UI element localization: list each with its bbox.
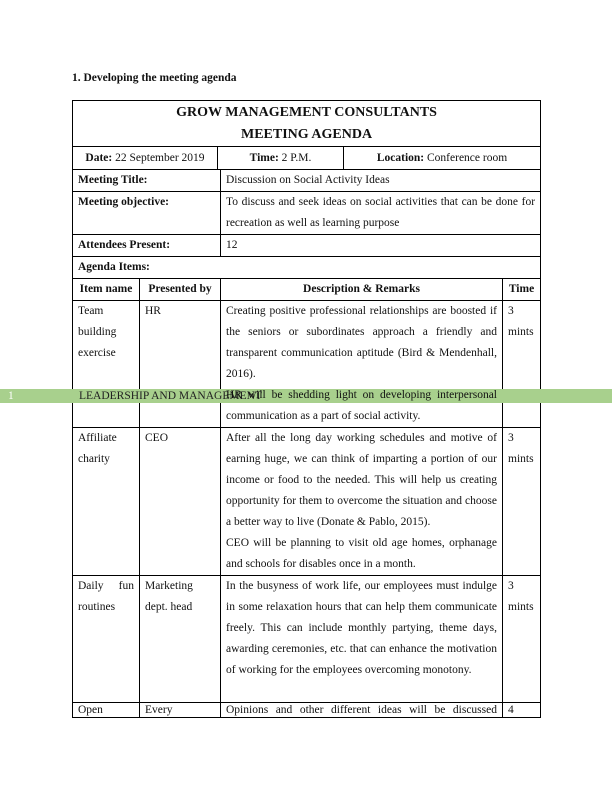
agenda-items-label: Agenda Items: bbox=[73, 257, 541, 279]
description-paragraph: After all the long day working schedules and motive of earning huge, we can think of imparting a portion of our income or food to the needed. This will help us creating opportunity for them to overcome the situation and choose a better way to live (Donate & Pablo, 2015). bbox=[226, 432, 497, 528]
description-paragraph: Creating positive professional relationships are boosted if the seniors or subordinates approach a friendly and transparent communication aptitude (Bird & Mendenhall, 2016). bbox=[226, 305, 497, 380]
attendees-label: Attendees Present: bbox=[73, 235, 221, 257]
item-presenter: Marketing dept. head bbox=[140, 576, 221, 703]
item-name-cell bbox=[73, 703, 140, 718]
description-paragraph: HR will be shedding light on developing interpersonal communication as a part of social activity. bbox=[226, 389, 497, 422]
col-description: Description & Remarks bbox=[221, 279, 503, 301]
item-name: Daily fun routines bbox=[73, 576, 140, 703]
date-field bbox=[73, 147, 218, 169]
table-row bbox=[73, 428, 541, 576]
item-description bbox=[221, 428, 503, 576]
col-item-name: Item name bbox=[73, 279, 140, 301]
item-time: 4 bbox=[508, 704, 514, 716]
meeting-agenda-table bbox=[72, 100, 541, 718]
agenda-title: MEETING AGENDA bbox=[240, 127, 373, 142]
table-row bbox=[73, 576, 541, 703]
time-field bbox=[218, 147, 344, 169]
location-field bbox=[344, 147, 540, 169]
item-presenter: CEO bbox=[140, 428, 221, 576]
time-label: Time: bbox=[249, 152, 279, 164]
location-label: Location: bbox=[376, 152, 425, 164]
item-description: In the busyness of work life, our employees must indulge in some relaxation hours that can help them communicate freely. This can include monthly partying, theme days, awarding ceremonies, etc. that can enhance the motivation of working for the employees overcoming monotony. bbox=[221, 576, 503, 703]
info-row bbox=[73, 147, 541, 170]
date-value: 22 September 2019 bbox=[115, 152, 205, 164]
date-label: Date: bbox=[85, 152, 113, 164]
item-time: 3 mints bbox=[503, 301, 541, 428]
column-header-row bbox=[73, 279, 541, 301]
page-number: 1 bbox=[8, 390, 14, 402]
table-row bbox=[73, 301, 541, 428]
section-heading: 1. Developing the meeting agenda bbox=[72, 72, 237, 84]
meeting-title-row bbox=[73, 170, 541, 192]
item-description-cell bbox=[221, 703, 503, 718]
item-presenter: HR bbox=[140, 301, 221, 428]
running-header-title: LEADERSHIP AND MANAGEMENT bbox=[79, 390, 262, 402]
objective-row bbox=[73, 192, 541, 235]
item-name: Team building exercise bbox=[73, 301, 140, 428]
item-time-cell bbox=[503, 703, 541, 718]
objective-value: To discuss and seek ideas on social activities that can be done for recreation as well as learning purpose bbox=[221, 192, 541, 235]
meeting-title-label: Meeting Title: bbox=[73, 170, 221, 192]
objective-label: Meeting objective: bbox=[73, 192, 221, 235]
time-value: 2 P.M. bbox=[281, 152, 312, 164]
item-name: Open bbox=[78, 704, 103, 716]
item-name: Affiliate charity bbox=[73, 428, 140, 576]
item-presenter-cell bbox=[140, 703, 221, 718]
location-value: Conference room bbox=[427, 152, 508, 164]
company-name: GROW MANAGEMENT CONSULTANTS bbox=[176, 105, 437, 120]
attendees-value: 12 bbox=[221, 235, 541, 257]
item-presenter: Every bbox=[145, 704, 173, 716]
item-description bbox=[221, 301, 503, 428]
item-time: 3 mints bbox=[503, 428, 541, 576]
description-paragraph: CEO will be planning to visit old age homes, orphanage and schools for disables once in a month. bbox=[226, 537, 497, 570]
item-time: 3 mints bbox=[503, 576, 541, 703]
col-time: Time bbox=[503, 279, 541, 301]
item-description: Opinions and other different ideas will be discussed bbox=[226, 704, 497, 716]
col-presented-by: Presented by bbox=[140, 279, 221, 301]
meeting-title-value: Discussion on Social Activity Ideas bbox=[221, 170, 541, 192]
agenda-items-row bbox=[73, 257, 541, 279]
table-row bbox=[73, 703, 541, 718]
title-row bbox=[73, 101, 541, 147]
attendees-row bbox=[73, 235, 541, 257]
